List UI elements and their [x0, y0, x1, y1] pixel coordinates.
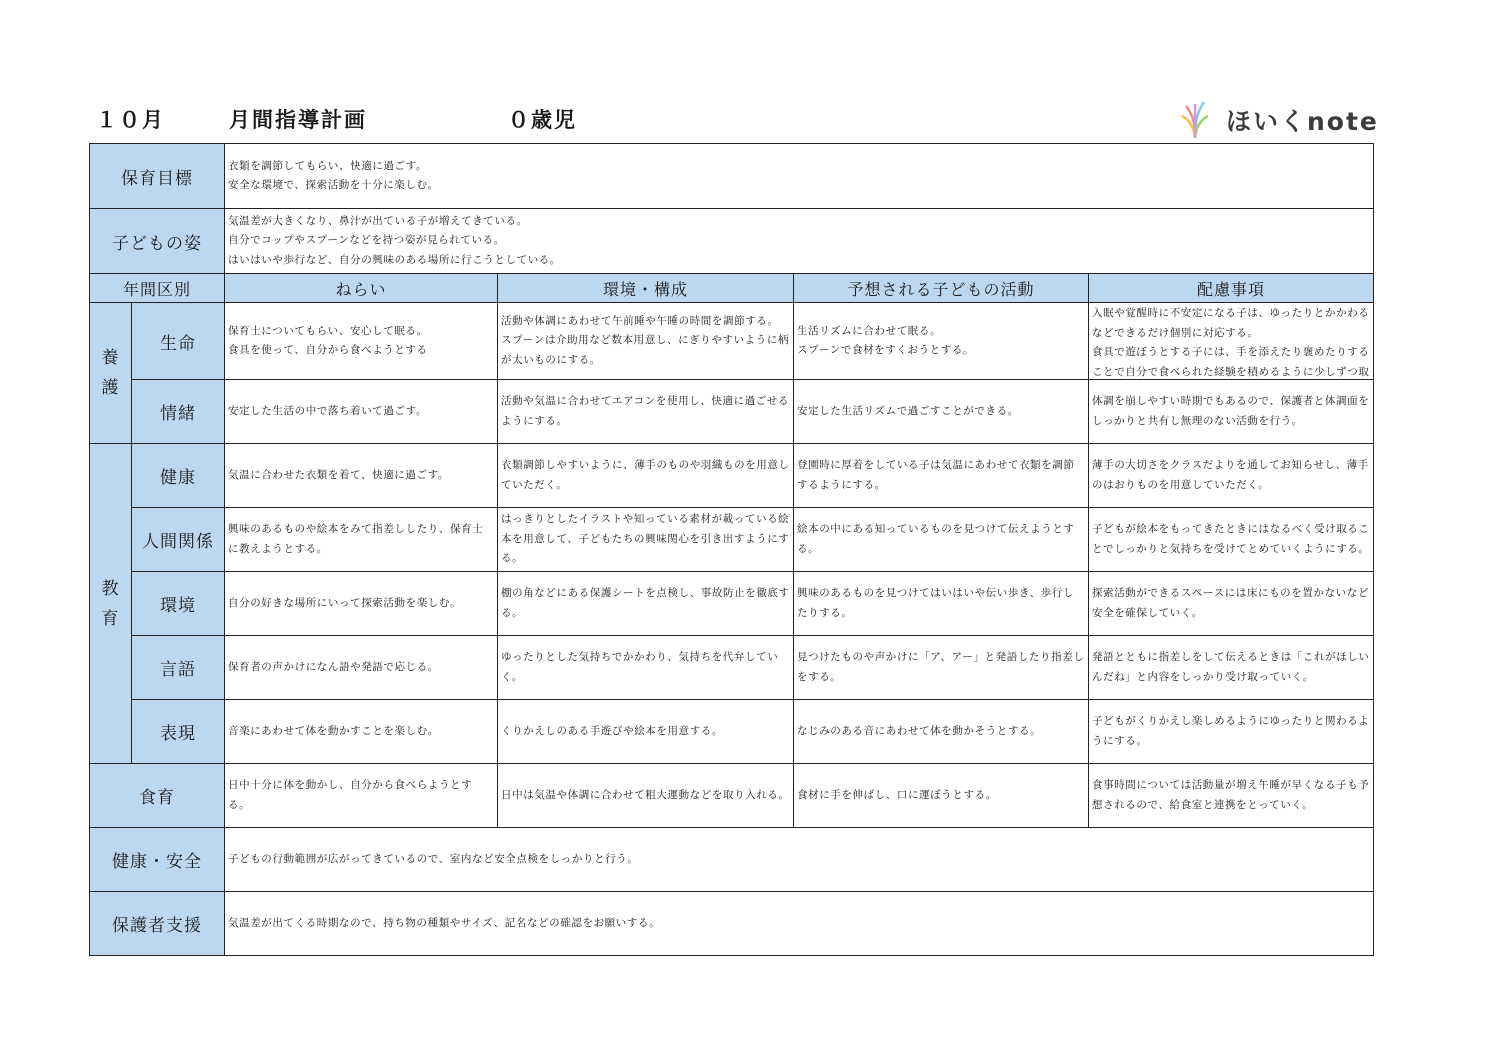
consideration-cell: 子どもが絵本をもってきたときにはなるべく受け取ることでしっかりと気持ちを受けてとめていくようにする。 [1089, 508, 1374, 572]
goals-row [90, 144, 1374, 209]
table-row [90, 444, 1374, 508]
guardian-text: 気温差が出てくる時期なので、持ち物の種類やサイズ、記名などの確認をお願いする。 [225, 892, 1374, 956]
consideration-cell: 探索活動ができるスペースには床にものを置かないなど安全を確保していく。 [1089, 572, 1374, 636]
activity-cell: 登園時に厚着をしている子は気温にあわせて衣類を調節するようにする。 [794, 444, 1089, 508]
aim-cell: 保育士についてもらい、安心して眠る。 食具を使って、自分から食べようとする [225, 303, 498, 380]
row-label: 表現 [132, 700, 225, 764]
aim-cell: 音楽にあわせて体を動かすことを楽しむ。 [225, 700, 498, 764]
consideration-header: 配慮事項 [1089, 274, 1374, 303]
children-row [90, 209, 1374, 274]
consideration-cell: 発語とともに指差しをして伝えるときは「これがほしいんだね」と内容をしっかり受け取っていく。 [1089, 636, 1374, 700]
aim-cell: 気温に合わせた衣類を着て、快適に過ごす。 [225, 444, 498, 508]
aim-cell: 興味のあるものや絵本をみて指差ししたり、保育士に教えようとする。 [225, 508, 498, 572]
children-line: 自分でコップやスプーンなどを持つ姿が見られている。 [228, 234, 505, 247]
table-row [90, 303, 1374, 380]
goals-line: 衣類を調節してもらい、快適に過ごす。 [228, 159, 427, 172]
table-row [90, 380, 1374, 444]
row-label: 健康 [132, 444, 225, 508]
environment-cell: 棚の角などにある保護シートを点検し、事故防止を徹底する。 [498, 572, 794, 636]
activity-cell: 安定した生活リズムで過ごすことができる。 [794, 380, 1089, 444]
activity-cell: 絵本の中にある知っているものを見つけて伝えようとする。 [794, 508, 1089, 572]
guardian-row [90, 892, 1374, 956]
activity-cell: 食材に手を伸ばし、口に運ぼうとする。 [794, 764, 1089, 828]
activity-cell: 生活リズムに合わせて眠る。 スプーンで食材をすくおうとする。 [794, 303, 1089, 380]
environment-cell: 活動や気温に合わせてエアコンを使用し、快適に過ごせるようにする。 [498, 380, 794, 444]
table-row [90, 508, 1374, 572]
goals-text [225, 144, 1374, 209]
row-label: 言語 [132, 636, 225, 700]
row-label: 人間関係 [132, 508, 225, 572]
environment-cell: 日中は気温や体調に合わせて粗大運動などを取り入れる。 [498, 764, 794, 828]
consideration-cell: 体調を崩しやすい時期でもあるので、保護者と体調面をしっかりと共有し無理のない活動を行う。 [1089, 380, 1374, 444]
aim-cell: 日中十分に体を動かし、自分から食べらようとする。 [225, 764, 498, 828]
row-label: 環境 [132, 572, 225, 636]
table-row [90, 700, 1374, 764]
row-label: 情緒 [132, 380, 225, 444]
aim-header: ねらい [225, 274, 498, 303]
goals-line: 安全な環境で、探索活動を十分に楽しむ。 [228, 179, 439, 191]
care-category: 養護 [90, 303, 132, 444]
goals-label: 保育目標 [90, 144, 225, 209]
environment-cell: はっきりとしたイラストや知っている素材が載っている絵本を用意して、子どもたちの興味関心を引き出すようにする。 [498, 508, 794, 572]
activity-header: 予想される子どもの活動 [794, 274, 1089, 303]
plan-title: 月間指導計画 [229, 108, 367, 132]
safety-label: 健康・安全 [90, 828, 225, 892]
column-header-row [90, 274, 1374, 303]
children-line: 気温差が大きくなり、鼻汁が出ている子が増えてきている。 [228, 214, 528, 227]
table-row [90, 572, 1374, 636]
activity-cell: なじみのある音にあわせて体を動かそうとする。 [794, 700, 1089, 764]
table-row [90, 636, 1374, 700]
division-header: 年間区別 [90, 274, 225, 303]
consideration-cell: 入眠や覚醒時に不安定になる子は、ゆったりとかかわるなどできるだけ個別に対応する。 食具で遊ぼうとする子には、手を添えたり褒めたりすることで自分で食べられた経験を積めるように少しずつ取 [1089, 303, 1374, 380]
row-label: 生命 [132, 303, 225, 380]
month-label: １０月 [96, 108, 165, 132]
safety-row [90, 828, 1374, 892]
children-label: 子どもの姿 [90, 209, 225, 274]
environment-cell: ゆったりとした気持ちでかかわり、気持ちを代弁していく。 [498, 636, 794, 700]
age-label: ０歳児 [508, 108, 577, 132]
monthly-plan-table [89, 143, 1374, 956]
children-text [225, 209, 1374, 274]
environment-cell: 活動や体調にあわせて午前睡や午睡の時間を調節する。 スプーンは介助用など数本用意し、にぎりやすいように柄が太いものにする。 [498, 303, 794, 380]
consideration-cell: 食事時間については活動量が増え午睡が早くなる子も予想されるので、給食室と連携をとっていく。 [1089, 764, 1374, 828]
environment-cell: 衣類調節しやすいように、薄手のものや羽織ものを用意していただく。 [498, 444, 794, 508]
children-line: はいはいや歩行など、自分の興味のある場所に行こうとしている。 [228, 253, 561, 266]
consideration-cell: 子どもがくりかえし楽しめるようにゆったりと関わるようにする。 [1089, 700, 1374, 764]
environment-cell: くりかえしのある手遊びや絵本を用意する。 [498, 700, 794, 764]
sprout-icon [1180, 98, 1210, 140]
hoiku-note-logo [1180, 98, 1379, 140]
safety-text: 子どもの行動範囲が広がってきているので、室内など安全点検をしっかりと行う。 [225, 828, 1374, 892]
guardian-label: 保護者支援 [90, 892, 225, 956]
consideration-cell: 薄手の大切さをクラスだよりを通してお知らせし、薄手のはおりものを用意していただく。 [1089, 444, 1374, 508]
aim-cell: 自分の好きな場所にいって探索活動を楽しむ。 [225, 572, 498, 636]
aim-cell: 安定した生活の中で落ち着いて過ごす。 [225, 380, 498, 444]
education-category: 教育 [90, 444, 132, 764]
logo-text: ほいくnote [1226, 107, 1379, 136]
aim-cell: 保育者の声かけになん語や発語で応じる。 [225, 636, 498, 700]
environment-header: 環境・構成 [498, 274, 794, 303]
activity-cell: 興味のあるものを見つけてはいはいや伝い歩き、歩行したりする。 [794, 572, 1089, 636]
food-label: 食育 [90, 764, 225, 828]
food-row [90, 764, 1374, 828]
activity-cell: 見つけたものや声かけに「ア、アー」と発語したり指差しをする。 [794, 636, 1089, 700]
